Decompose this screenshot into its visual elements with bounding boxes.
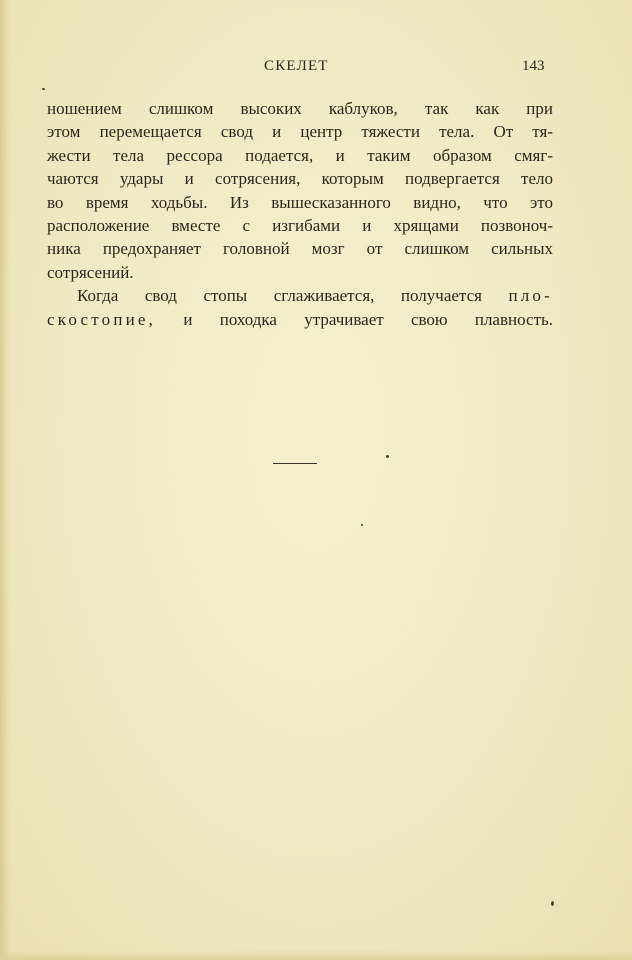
text-segment: и походка утрачивает свою плавность. [183,309,553,329]
paper-speck [42,88,45,90]
text-line [47,308,553,331]
text-line: ника предохраняет головной мозг от слишком сильных [47,239,553,259]
text-line: ношением слишком высоких каблуков, так как при [47,99,553,118]
running-head [0,58,632,80]
paper-speck [361,524,363,526]
paper-speck [386,455,389,458]
paper-speck [551,901,554,906]
text-line: этом перемещается свод и центр тяжести тела. От тя- [47,122,553,142]
text-line: во время ходьбы. Из вышесказанного видно, что это [47,192,553,212]
body-text [47,97,553,331]
page-bottom-edge-shadow [0,950,632,960]
emphasized-term: скостопие, [47,309,157,329]
text-segment: Когда свод стопы сглаживается, получается [77,286,482,306]
section-end-rule [273,463,317,464]
page-number: 143 [522,58,545,74]
text-line: жести тела рессора подается, и таким образом смяг- [47,145,553,165]
text-line: сотрясений. [47,262,134,282]
text-line [47,284,553,307]
paragraph-1 [47,97,553,284]
running-title: СКЕЛЕТ [264,58,329,74]
text-line: расположение вместе с изгибами и хрящами позвоноч- [47,215,553,235]
emphasized-term: пло- [508,286,553,306]
paragraph-2 [47,284,553,331]
page-left-edge-shadow [0,0,10,960]
text-line: чаются удары и сотрясения, которым подвергается тело [47,169,553,189]
